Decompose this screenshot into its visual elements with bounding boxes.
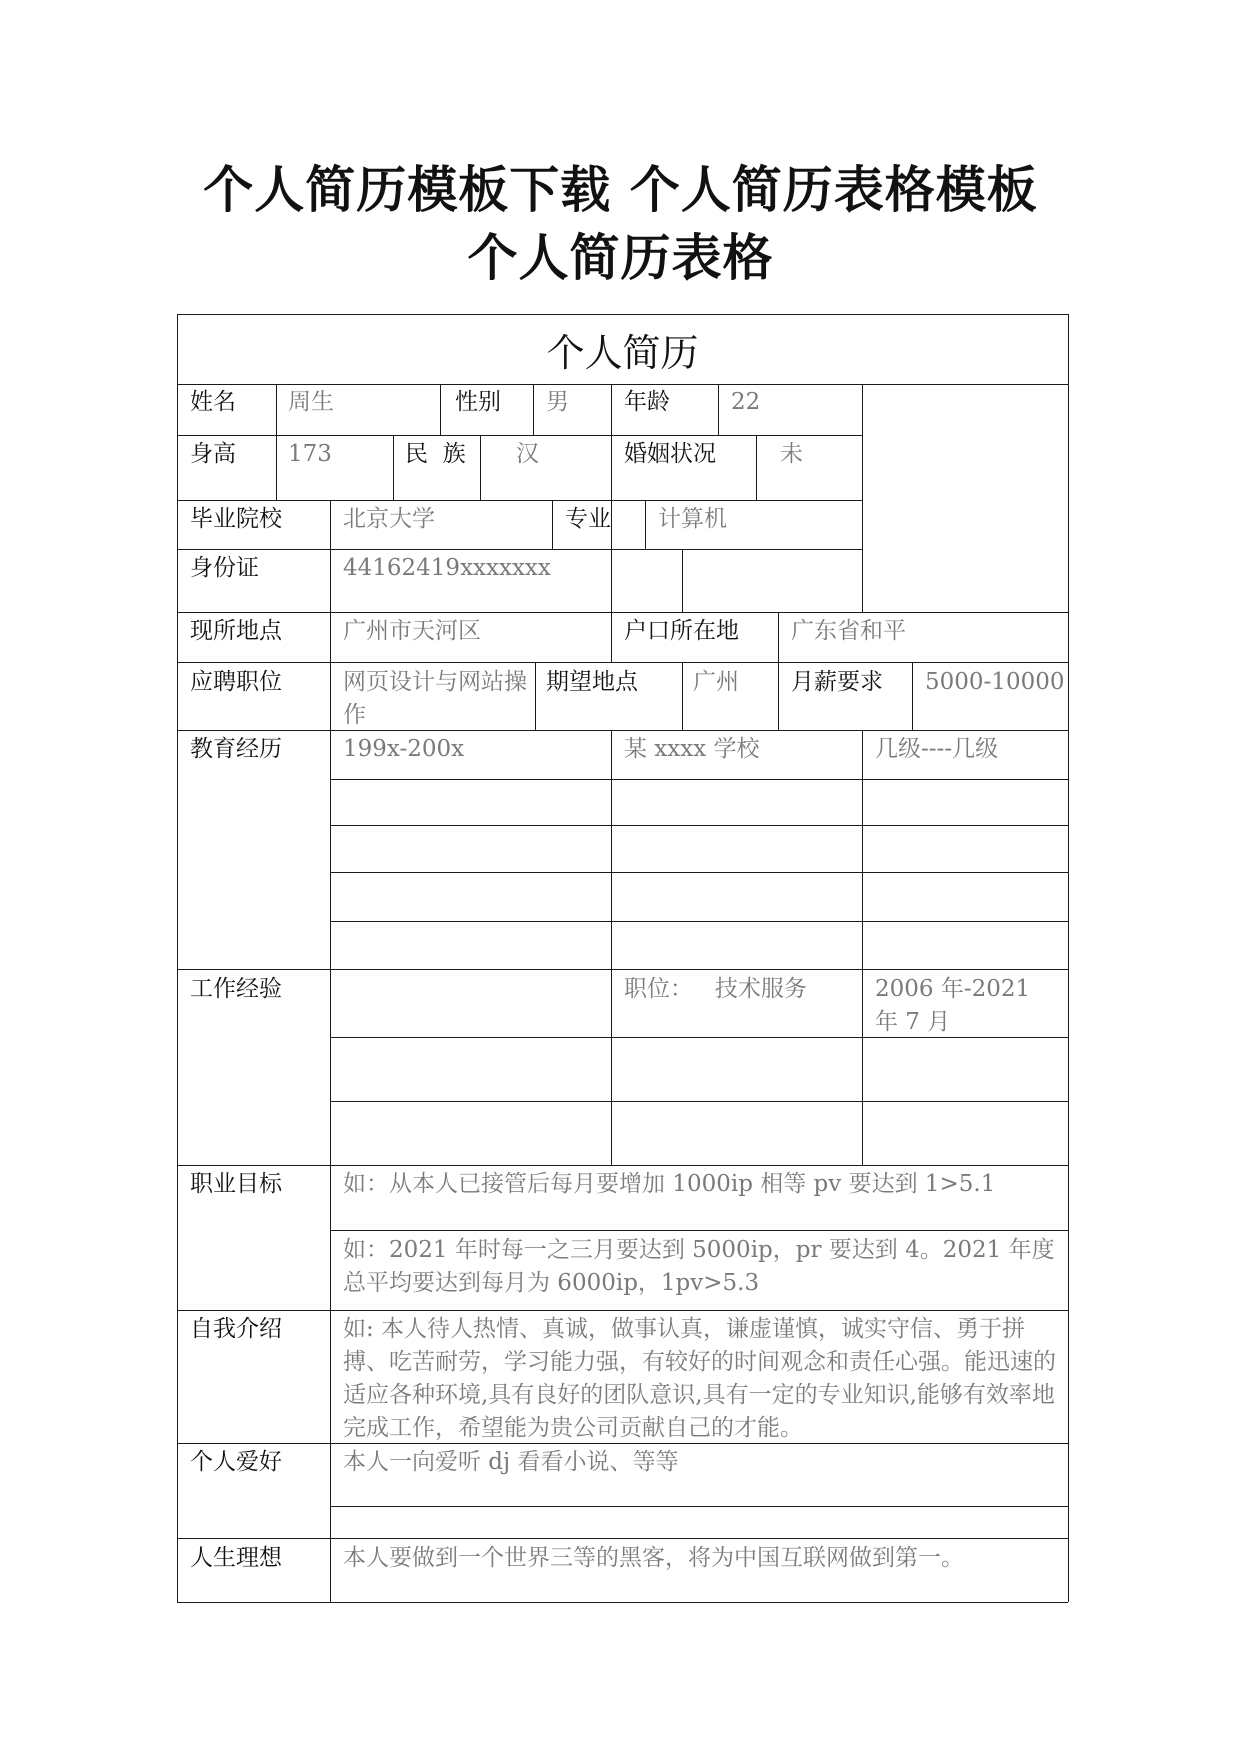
self-intro-text: 如: 本人待人热情、真诚，做事认真，谦虚谨慎，诚实守信、勇于拼搏、吃苦耐劳，学习能力强，有较好的时间观念和责任心强。能迅速的适应各种环境,具有良好的团队意识,具有一定的专业知识,能够有效率地完成工作，希望能为贵公司贡献自己的才能。 [343,1316,1056,1441]
grid-line [177,969,1068,970]
hukou-value: 广东省和平 [791,618,906,644]
salary-label: 月薪要求 [791,669,883,695]
grid-line [330,825,1068,826]
table-border-left [177,314,178,1602]
marital-value: 未 [780,441,803,467]
location-label: 现所地点 [190,618,282,644]
grid-line [611,384,612,662]
height-label: 身高 [190,441,236,467]
id-value: 44162419xxxxxxx [343,555,551,581]
career-goal-line1: 如：从本人已接管后每月要增加 1000ip 相等 pv 要达到 1>5.1 [343,1171,996,1197]
grid-line [330,1101,1068,1102]
grid-line [778,612,779,730]
work-label: 工作经验 [190,976,282,1002]
grid-line [177,1538,1068,1539]
grid-line [177,662,1068,663]
grid-line [330,1506,1068,1507]
self-intro-label: 自我介绍 [190,1316,282,1342]
career-goal-label: 职业目标 [190,1171,282,1197]
table-border-top [177,314,1068,315]
grid-line [330,779,1068,780]
position-value: 网页设计与网站操作 [343,669,527,728]
grid-line [177,1165,1068,1166]
grid-line [177,1310,1068,1311]
grid-line [682,662,683,730]
hobbies-text: 本人一向爱听 dj 看看小说、等等 [343,1449,679,1475]
education-level: 几级----几级 [875,736,999,762]
name-label: 姓名 [190,389,236,415]
work-period: 2006 年-2021 年 7 月 [875,976,1031,1035]
marital-label: 婚姻状况 [624,441,716,467]
gender-value: 男 [546,389,569,415]
position-label: 应聘职位 [190,669,282,695]
id-label: 身份证 [190,555,259,581]
grid-line [682,549,683,612]
expected-place-value: 广州 [693,669,739,695]
grid-line [177,612,1068,613]
grid-line [756,435,757,500]
grid-line [330,921,1068,922]
hobbies-label: 个人爱好 [190,1449,282,1475]
grid-line [645,500,646,549]
ethnicity-value: 汉 [516,441,539,467]
age-value: 22 [731,389,761,415]
major-label: 专业 [565,506,611,532]
age-label: 年龄 [624,389,670,415]
grid-line [177,500,862,501]
grid-line [533,384,534,435]
education-school: 某 xxxx 学校 [624,736,760,762]
grid-line [535,662,536,730]
grid-line [276,384,277,500]
grid-line [718,384,719,435]
salary-value: 5000-10000 [925,669,1065,695]
grid-line [330,500,331,1602]
location-value: 广州市天河区 [343,618,481,644]
table-title: 个人简历 [546,331,699,375]
school-value: 北京大学 [343,506,435,532]
grid-line [480,435,481,500]
grid-line [862,384,863,612]
ideal-text: 本人要做到一个世界三等的黑客，将为中国互联网做到第一。 [343,1545,964,1571]
grid-line [177,384,1068,385]
document-title: 个人简历模板下载 个人简历表格模板 [203,160,1038,219]
name-value: 周生 [288,389,334,415]
grid-line [440,384,441,435]
work-role: 职位： 技术服务 [624,976,807,1002]
grid-line [177,435,862,436]
hukou-label: 户口所在地 [624,618,739,644]
education-period: 199x-200x [343,736,465,762]
ethnicity-label: 民 族 [405,441,466,467]
grid-line [611,730,612,1165]
major-value: 计算机 [658,506,727,532]
career-goal-line2: 如：2021 年时每一之三月要达到 5000ip，pr 要达到 4。2021 年度总平均要达到每月为 6000ip，1pv>5.3 [343,1237,1055,1296]
grid-line [393,435,394,500]
height-value: 173 [288,441,332,467]
grid-line [177,549,862,550]
grid-line [862,730,863,1165]
grid-line [912,662,913,730]
gender-label: 性别 [455,389,501,415]
table-border-bottom [177,1602,1068,1603]
school-label: 毕业院校 [190,506,282,532]
grid-line [552,500,553,549]
grid-line [330,872,1068,873]
table-border-right [1068,314,1069,1602]
expected-place-label: 期望地点 [546,669,638,695]
grid-line [177,730,1068,731]
education-label: 教育经历 [190,736,282,762]
ideal-label: 人生理想 [190,1545,282,1571]
document-subtitle: 个人简历表格 [467,228,774,287]
grid-line [330,1230,1068,1231]
